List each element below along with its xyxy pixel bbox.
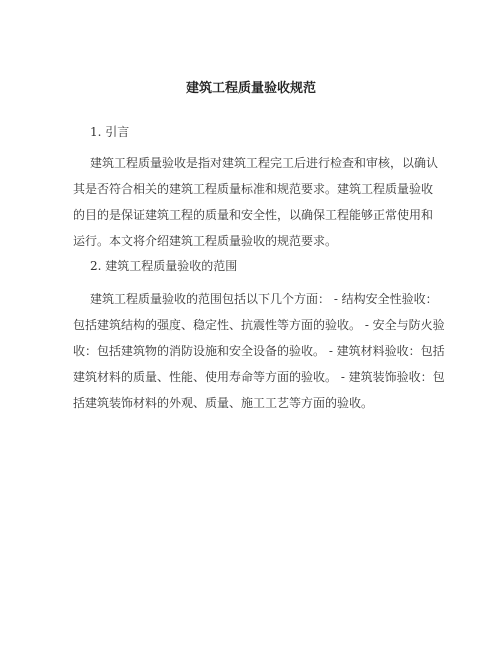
- paragraph-line: 其是否符合相关的建筑工程质量标准和规范要求。建筑工程质量验收: [73, 182, 434, 196]
- section-heading-intro: 1. 引言: [90, 125, 130, 139]
- paragraph-line: 建筑工程质量验收的范围包括以下几个方面： - 结构安全性验收：: [90, 292, 438, 306]
- paragraph-line: 收：包括建筑物的消防设施和安全设备的验收。 - 建筑材料验收：包括: [73, 344, 445, 358]
- section-paragraph-intro: [73, 150, 439, 254]
- section-heading-scope: 2. 建筑工程质量验收的范围: [90, 259, 238, 273]
- paragraph-line: 包括建筑结构的强度、稳定性、抗震性等方面的验收。 - 安全与防火验: [73, 318, 445, 332]
- paragraph-line: 的目的是保证建筑工程的质量和安全性，以确保工程能够正常使用和: [73, 208, 434, 222]
- section-paragraph-scope: [73, 286, 445, 416]
- document-title: 建筑工程质量验收规范: [185, 81, 316, 96]
- paragraph-line: 建筑工程质量验收是指对建筑工程完工后进行检查和审核，以确认: [90, 156, 439, 170]
- paragraph-line: 运行。本文将介绍建筑工程质量验收的规范要求。: [73, 234, 338, 248]
- paragraph-line: 建筑材料的质量、性能、使用寿命等方面的验收。 - 建筑装饰验收：包: [73, 370, 445, 384]
- paragraph-line: 括建筑装饰材料的外观、质量、施工工艺等方面的验收。: [73, 396, 374, 410]
